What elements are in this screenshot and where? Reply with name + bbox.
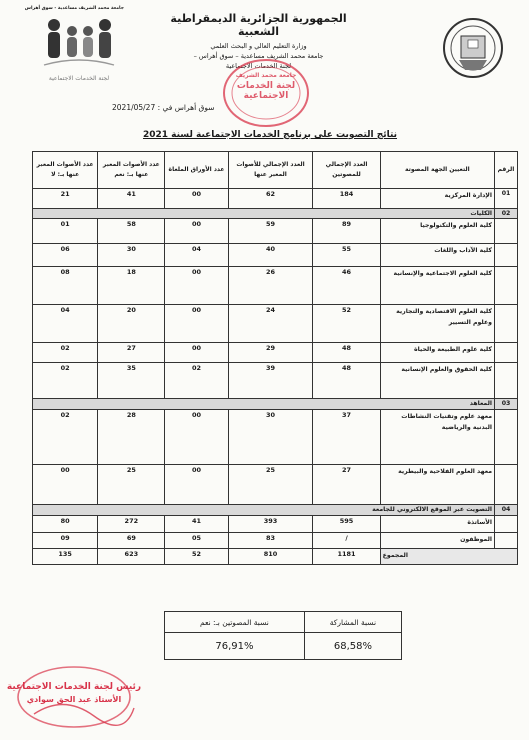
signature-title: رئيس لجنة الخدمات الاجتماعية [6,682,142,692]
stamp-line-2: لجنة الخدمات [236,81,296,91]
document-title: نتائج التصويت على برنامج الخدمات الاجتماعية لسنة 2021 [142,130,398,140]
col-no-votes: عدد الأصوات المعبر عنها بـ: لا [33,152,98,189]
col-total-expressed: العدد الإجمالي للأصوات المعبر عنها [228,152,313,189]
social-services-logo [24,6,124,88]
table-row: كلية الآداب واللغات 55 40 04 30 06 [33,244,518,267]
summary-value-row [165,633,402,660]
table-row: معهد العلوم الفلاحية والبيطرية 27 25 00 25 00 [33,465,518,505]
table-row: كلية علوم الطبيعة والحياة 48 29 00 27 02 [33,343,518,363]
table-row: كلية العلوم والتكنولوجيا 89 59 00 58 01 [33,219,518,244]
table-row: الأساتذة 595 393 41 272 80 [33,516,518,533]
col-yes-votes: عدد الأصوات المعبر عنها بـ: نعم [98,152,165,189]
yes-rate-label: نسبة المصوتين بـ: نعم [165,612,305,633]
table-row: معهد علوم وتقنيات النشاطات البدنية والرياضية 37 30 00 28 02 [33,410,518,465]
stamp-line-3: الاجتماعية [243,91,289,101]
table-row-total: المجموع 1181 810 52 623 135 [33,549,518,565]
table-row: 01 الإدارة المركزية 184 62 00 41 21 [33,189,518,209]
section-row-online-voting: 04 التصويت عبر الموقع الالكتروني للجامعة [33,505,518,516]
table-header-row [33,152,518,189]
table-row: كلية الحقوق والعلوم الإنسانية 48 39 02 35 02 [33,363,518,399]
col-total-voters: العدد الإجمالي للمصوتين [313,152,380,189]
stamp-line-1: جامعة محمد الشريف [235,72,297,79]
table-row: كلية العلوم الاجتماعية والإنسانية 46 26 00 18 08 [33,267,518,305]
committee-name: لجنة الخدمات الاجتماعية [225,62,292,70]
signature-block [4,664,144,730]
participation-value: 68,58% [304,633,401,660]
official-stamp [222,58,310,128]
signature-name: الأستاذ عبد الحق سوادي [26,695,122,704]
left-logo-caption-top: جامعة محمد الشريف مساعدية - سوق أهراس [24,6,124,11]
col-voter-group: التعيين الجهة المصوتة [380,152,494,189]
republic-name: الجمهورية الجزائرية الديمقراطية الشعبية [170,12,347,38]
summary-header-row [165,612,402,633]
table-row: كلية العلوم الاقتصادية والتجارية وعلوم التسيير 52 24 00 20 04 [33,305,518,343]
left-logo-caption-bottom: لجنة الخدمات الاجتماعية [48,75,110,82]
table-row: الموظفون / 83 05 69 09 [33,533,518,549]
summary-table [164,611,402,660]
yes-rate-value: 76,91% [165,633,305,660]
ministry-name: وزارة التعليم العالي و البحث العلمي [210,42,307,50]
section-row-faculties: 02 الكليات [33,209,518,219]
results-table [32,151,518,565]
family-icon [34,11,124,71]
section-row-institutes: 03 المعاهد [33,399,518,410]
document-date: سوق أهراس في : 2021/05/27 [112,103,215,112]
university-name: جامعة محمد الشريف مساعدية – سوق أهراس – [193,52,324,60]
participation-label: نسبة المشاركة [304,612,401,633]
col-rank: الرقم [495,152,518,189]
col-void-ballots: عدد الأوراق الملغاة [165,152,228,189]
university-logo-icon [441,14,505,86]
